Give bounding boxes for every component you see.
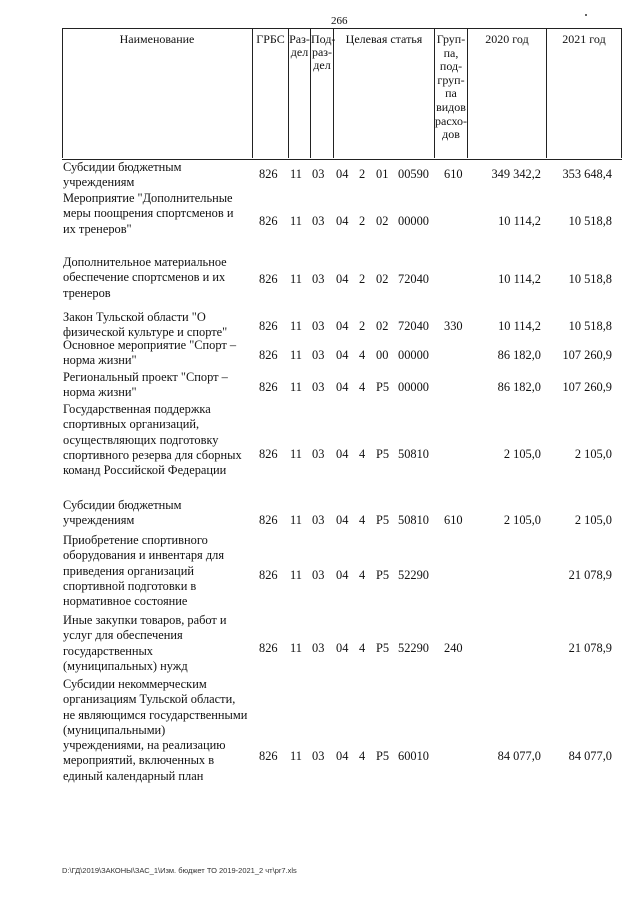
cell-t1: 04 (336, 348, 349, 362)
cell-t2: 4 (359, 348, 366, 362)
cell-t3: P5 (376, 447, 390, 461)
cell-rz: 11 (290, 447, 302, 461)
cell-pr: 03 (312, 167, 325, 181)
cell-t1: 04 (336, 447, 349, 461)
row-name: Государственная поддержка спортивных организаций, осуществляющих подготовку спортивного резерва для сборных команд Российской Федерации (63, 402, 242, 478)
cell-vr: 330 (444, 319, 463, 333)
row-name: Субсидии бюджетным учреждениям (63, 160, 182, 190)
cell-grbs: 826 (259, 214, 278, 228)
cell-t4: 52290 (398, 568, 429, 582)
header-divider (467, 28, 468, 158)
cell-t4: 50810 (398, 447, 429, 461)
cell-t4: 52290 (398, 641, 429, 655)
header-divider (621, 28, 622, 158)
row-name: Приобретение спортивного оборудования и инвентаря для приведения организаций спортивной подготовки в нормативное состояние (63, 533, 225, 609)
cell-grbs: 826 (259, 167, 278, 181)
cell-t1: 04 (336, 214, 349, 228)
cell-v2020: 84 077,0 (497, 749, 541, 763)
cell-t4: 00000 (398, 380, 429, 394)
cell-t3: P5 (376, 749, 390, 763)
col-header-target: Целевая статья (345, 32, 423, 46)
cell-t2: 2 (359, 319, 366, 333)
cell-vr: 610 (444, 167, 463, 181)
cell-rz: 11 (290, 568, 302, 582)
cell-rz: 11 (290, 348, 302, 362)
page-number: 266 (331, 15, 348, 27)
col-header-group: Груп- па, под- груп- па видов расхо- дов (435, 32, 468, 142)
cell-rz: 11 (290, 167, 302, 181)
cell-v2020: 86 182,0 (497, 348, 541, 362)
cell-t2: 4 (359, 380, 366, 394)
cell-pr: 03 (312, 348, 325, 362)
cell-t4: 72040 (398, 319, 429, 333)
cell-t2: 2 (359, 272, 366, 286)
row-name: Иные закупки товаров, работ и услуг для обеспечения государственных (муниципальных) нужд (63, 613, 227, 673)
cell-grbs: 826 (259, 447, 278, 461)
cell-pr: 03 (312, 568, 325, 582)
cell-rz: 11 (290, 641, 302, 655)
cell-pr: 03 (312, 447, 325, 461)
row-name: Региональный проект "Спорт – норма жизни" (63, 370, 228, 400)
cell-v2021: 353 648,4 (562, 167, 612, 181)
cell-grbs: 826 (259, 272, 278, 286)
cell-t1: 04 (336, 319, 349, 333)
cell-t2: 4 (359, 568, 366, 582)
cell-t4: 00000 (398, 214, 429, 228)
cell-t2: 4 (359, 513, 366, 527)
cell-t3: P5 (376, 641, 390, 655)
cell-t2: 4 (359, 641, 366, 655)
cell-grbs: 826 (259, 319, 278, 333)
cell-grbs: 826 (259, 641, 278, 655)
cell-pr: 03 (312, 641, 325, 655)
col-header-2020: 2020 год (485, 32, 529, 46)
cell-pr: 03 (312, 513, 325, 527)
cell-pr: 03 (312, 214, 325, 228)
header-divider (252, 28, 253, 158)
cell-v2021: 107 260,9 (562, 380, 612, 394)
cell-v2021: 107 260,9 (562, 348, 612, 362)
cell-v2020: 2 105,0 (503, 447, 541, 461)
header-divider (546, 28, 547, 158)
col-header-podrazdel: Под- раз- дел (311, 32, 336, 72)
cell-v2021: 2 105,0 (574, 447, 612, 461)
cell-v2021: 2 105,0 (574, 513, 612, 527)
cell-v2021: 21 078,9 (568, 568, 612, 582)
row-name: Дополнительное материальное обеспечение спортсменов и их тренеров (63, 255, 227, 300)
cell-rz: 11 (290, 214, 302, 228)
cell-grbs: 826 (259, 749, 278, 763)
cell-t2: 4 (359, 447, 366, 461)
row-name: Субсидии бюджетным учреждениям (63, 498, 182, 528)
cell-t1: 04 (336, 380, 349, 394)
cell-t3: 00 (376, 348, 389, 362)
cell-v2021: 21 078,9 (568, 641, 612, 655)
cell-t4: 00590 (398, 167, 429, 181)
cell-t2: 2 (359, 167, 366, 181)
cell-vr: 610 (444, 513, 463, 527)
table-header (62, 28, 622, 160)
cell-grbs: 826 (259, 568, 278, 582)
cell-grbs: 826 (259, 513, 278, 527)
cell-v2020: 2 105,0 (503, 513, 541, 527)
cell-v2020: 10 114,2 (498, 319, 541, 333)
header-divider (62, 28, 63, 158)
cell-v2021: 10 518,8 (568, 214, 612, 228)
cell-rz: 11 (290, 513, 302, 527)
col-header-2021: 2021 год (562, 32, 606, 46)
cell-v2020: 86 182,0 (497, 380, 541, 394)
cell-t1: 04 (336, 749, 349, 763)
cell-t1: 04 (336, 568, 349, 582)
cell-t4: 60010 (398, 749, 429, 763)
cell-pr: 03 (312, 319, 325, 333)
cell-pr: 03 (312, 380, 325, 394)
cell-pr: 03 (312, 749, 325, 763)
col-header-razdel: Раз- дел (289, 32, 310, 59)
cell-t4: 72040 (398, 272, 429, 286)
cell-pr: 03 (312, 272, 325, 286)
row-name: Субсидии некоммерческим организациям Тульской области, не являющимся государственными (муниципальными) учреждениями, на реализацию мероприятий, включенных в единый календарный план (63, 677, 248, 783)
header-divider (333, 28, 334, 158)
cell-t4: 50810 (398, 513, 429, 527)
cell-rz: 11 (290, 380, 302, 394)
cell-v2020: 10 114,2 (498, 214, 541, 228)
cell-vr: 240 (444, 641, 463, 655)
row-name: Основное мероприятие "Спорт – норма жизни" (63, 338, 237, 368)
cell-t3: P5 (376, 380, 390, 394)
cell-t3: 02 (376, 214, 389, 228)
cell-t3: P5 (376, 568, 390, 582)
cell-v2020: 10 114,2 (498, 272, 541, 286)
cell-v2021: 84 077,0 (568, 749, 612, 763)
cell-t2: 4 (359, 749, 366, 763)
cell-rz: 11 (290, 749, 302, 763)
cell-grbs: 826 (259, 380, 278, 394)
cell-t4: 00000 (398, 348, 429, 362)
cell-t3: 02 (376, 319, 389, 333)
cell-v2020: 349 342,2 (491, 167, 541, 181)
cell-v2021: 10 518,8 (568, 272, 612, 286)
cell-t3: P5 (376, 513, 390, 527)
footer-file-path: D:\ГД\2019\ЗАКОНЫ\ЗАС_1\Изм. бюджет ТО 2019-2021_2 чт\pr7.xls (62, 866, 297, 875)
col-header-name: Наименование (119, 32, 195, 46)
cell-t3: 02 (376, 272, 389, 286)
cell-t1: 04 (336, 513, 349, 527)
cell-t3: 01 (376, 167, 389, 181)
cell-rz: 11 (290, 319, 302, 333)
cell-rz: 11 (290, 272, 302, 286)
cell-v2021: 10 518,8 (568, 319, 612, 333)
row-name: Мероприятие "Дополнительные меры поощрения спортсменов и их тренеров" (63, 191, 234, 236)
cell-t1: 04 (336, 272, 349, 286)
col-header-grbs: ГРБС (256, 32, 285, 46)
cell-t1: 04 (336, 167, 349, 181)
cell-grbs: 826 (259, 348, 278, 362)
cell-t2: 2 (359, 214, 366, 228)
cell-t1: 04 (336, 641, 349, 655)
row-name: Закон Тульской области "О физической культуре и спорте" (63, 310, 228, 340)
scan-dot (585, 14, 587, 16)
